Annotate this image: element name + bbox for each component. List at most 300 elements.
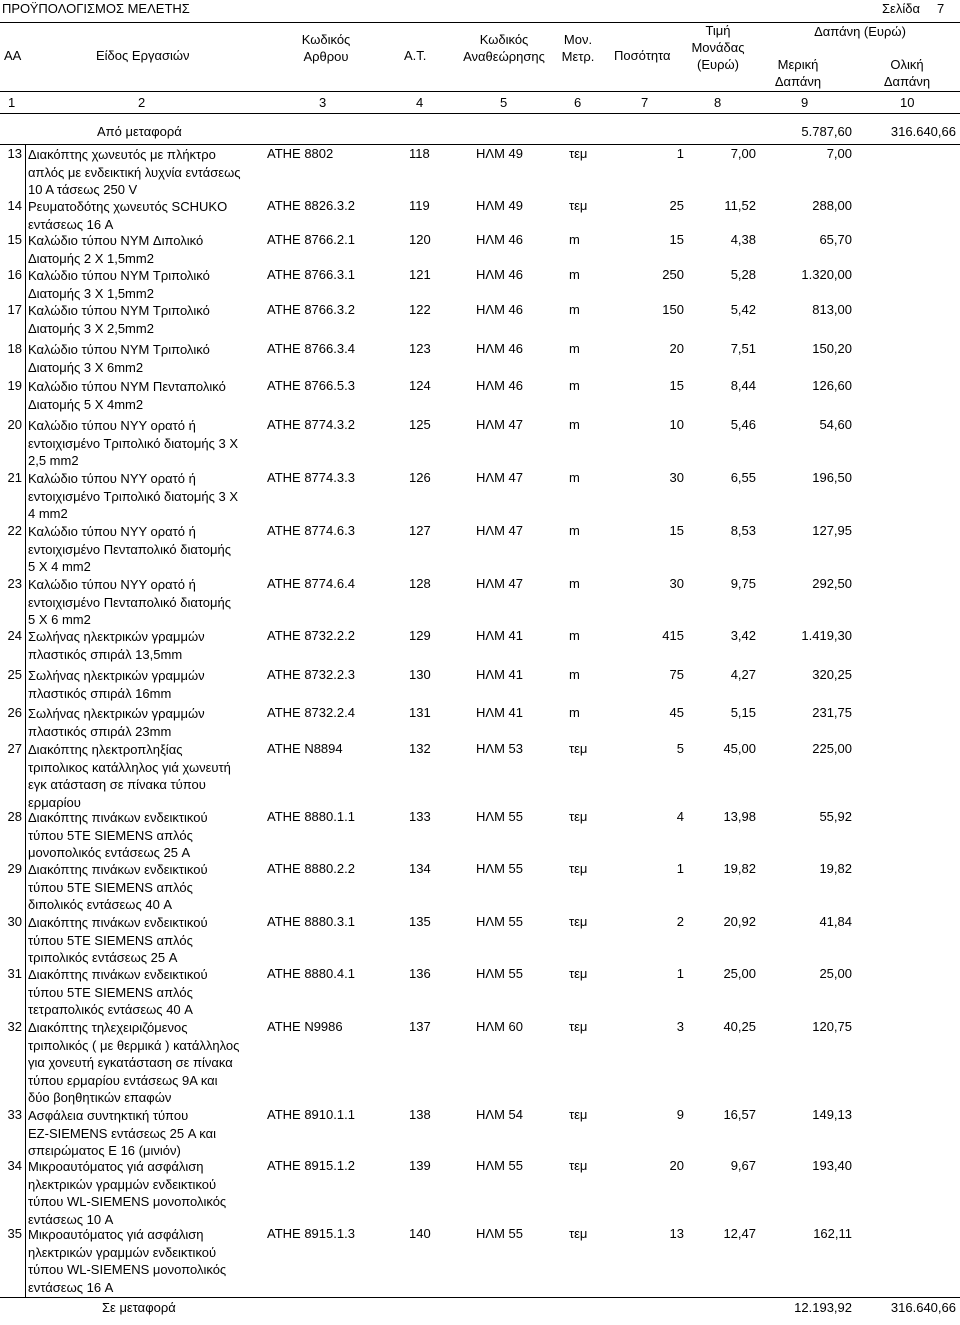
row-unit: m — [569, 341, 580, 356]
row-code: ΑΤΗΕ 8915.1.2 — [267, 1158, 355, 1173]
row-description-line: Καλώδιο τύπου NYM Τριπολικό — [28, 268, 210, 283]
row-partial-cost: 25,00 — [819, 966, 852, 981]
row-quantity: 30 — [669, 576, 684, 591]
row-code: ΑΤΗΕ Ν8894 — [267, 741, 343, 756]
row-partial-cost: 1.419,30 — [801, 628, 852, 643]
row-partial-cost: 150,20 — [812, 341, 852, 356]
row-aa: 31 — [7, 966, 22, 981]
row-description — [28, 146, 274, 199]
row-aa: 22 — [7, 523, 22, 538]
row-aa: 14 — [7, 198, 22, 213]
carry-in-meriki: 5.787,60 — [801, 124, 852, 139]
row-at: 123 — [409, 341, 431, 356]
row-description-line: τύπου 5TE SIEMENS απλός — [28, 827, 193, 843]
row-partial-cost: 292,50 — [812, 576, 852, 591]
row-description-line: πλαστικός σπιράλ 16mm — [28, 685, 172, 701]
row-revision-code: ΗΛΜ 49 — [476, 146, 523, 161]
row-at: 134 — [409, 861, 431, 876]
row-description — [28, 741, 274, 811]
row-description-line: Διατομής 3 Χ 6mm2 — [28, 359, 144, 375]
row-at: 135 — [409, 914, 431, 929]
row-aa: 24 — [7, 628, 22, 643]
row-unit: m — [569, 470, 580, 485]
row-code: ΑΤΗΕ 8774.3.2 — [267, 417, 355, 432]
col-header-meriki-line2: Δαπάνη — [774, 74, 822, 89]
row-quantity: 15 — [669, 523, 684, 538]
col-header-at: Α.Τ. — [404, 48, 427, 63]
col-header-mon-metr-line2: Μετρ. — [561, 49, 595, 64]
row-at: 124 — [409, 378, 431, 393]
col-header-timi — [680, 22, 756, 73]
row-description-line: Καλώδιο τύπου NYM Τριπολικό — [28, 342, 210, 357]
col-number-4: 4 — [416, 95, 424, 110]
row-unit: τεμ — [569, 1158, 588, 1173]
row-revision-code: ΗΛΜ 46 — [476, 341, 523, 356]
row-description-line: τριπολικός ( με θερμικά ) κατάλληλος — [28, 1037, 240, 1053]
row-unit: τεμ — [569, 198, 588, 213]
row-description-line: εντάσεως 16 A — [28, 216, 114, 232]
carry-in-rule — [0, 144, 960, 145]
row-at: 137 — [409, 1019, 431, 1034]
row-description-line: Καλώδιο τύπου NYM Διπολικό — [28, 233, 204, 248]
row-description-line: Διατομής 3 Χ 1,5mm2 — [28, 285, 154, 301]
row-unit-price: 5,46 — [730, 417, 756, 432]
col-number-10: 10 — [900, 95, 915, 110]
row-description-line: τύπου WL-SIEMENS μονοπολικός — [28, 1262, 227, 1277]
row-revision-code: ΗΛΜ 47 — [476, 417, 523, 432]
row-partial-cost: 149,13 — [812, 1107, 852, 1122]
row-aa: 26 — [7, 705, 22, 720]
col-number-3: 3 — [319, 95, 327, 110]
row-quantity: 4 — [676, 809, 684, 824]
row-partial-cost: 55,92 — [819, 809, 852, 824]
row-quantity: 1 — [676, 146, 684, 161]
row-at: 126 — [409, 470, 431, 485]
row-at: 140 — [409, 1226, 431, 1241]
row-code: ΑΤΗΕ Ν9986 — [267, 1019, 343, 1034]
row-description — [28, 198, 274, 233]
col-header-kodikos-arthrou-line2: Αρθρου — [303, 49, 349, 64]
row-revision-code: ΗΛΜ 47 — [476, 470, 523, 485]
col-number-6: 6 — [574, 95, 582, 110]
row-revision-code: ΗΛΜ 54 — [476, 1107, 523, 1122]
row-quantity: 15 — [669, 378, 684, 393]
row-aa: 23 — [7, 576, 22, 591]
row-description-line: τύπου 5TE SIEMENS απλός — [28, 879, 193, 895]
row-aa: 18 — [7, 341, 22, 356]
row-unit-price: 19,82 — [723, 861, 756, 876]
row-quantity: 75 — [669, 667, 684, 682]
row-description-line: Καλώδιο τύπου NYY ορατό ή — [28, 418, 196, 433]
row-description — [28, 302, 274, 337]
row-partial-cost: 162,11 — [813, 1226, 852, 1241]
row-description — [28, 267, 274, 302]
carry-in-label: Από μεταφορά — [97, 124, 182, 139]
col-header-timi-line1: Τιμή — [705, 23, 731, 38]
row-unit-price: 7,51 — [730, 341, 756, 356]
row-aa: 25 — [7, 667, 22, 682]
row-revision-code: ΗΛΜ 46 — [476, 302, 523, 317]
row-revision-code: ΗΛΜ 55 — [476, 1158, 523, 1173]
row-revision-code: ΗΛΜ 46 — [476, 267, 523, 282]
row-revision-code: ΗΛΜ 55 — [476, 966, 523, 981]
row-aa: 34 — [7, 1158, 22, 1173]
row-revision-code: ΗΛΜ 47 — [476, 576, 523, 591]
col-header-kodikos-anatheorisis-line2: Αναθεώρησης — [463, 49, 545, 64]
row-aa: 15 — [7, 232, 22, 247]
col-header-oliki-line2: Δαπάνη — [883, 74, 931, 89]
row-description-line: τετραπολικός εντάσεως 40 A — [28, 1002, 193, 1017]
row-description — [28, 914, 274, 967]
row-description-line: διπολικός εντάσεως 40 A — [28, 897, 173, 912]
row-description — [28, 523, 274, 576]
row-code: ΑΤΗΕ 8915.1.3 — [267, 1226, 355, 1241]
row-description-line: Μικροαυτόματος γιά ασφάλιση — [28, 1159, 204, 1174]
row-unit-price: 4,38 — [730, 232, 756, 247]
row-quantity: 20 — [669, 341, 684, 356]
col-header-eidos: Είδος Εργασιών — [96, 48, 190, 63]
row-description-line: τύπου ερμαρίου εντάσεως 9A και — [28, 1072, 218, 1088]
page-label: Σελίδα — [882, 1, 920, 16]
row-description-line: Μικροαυτόματος γιά ασφάλιση — [28, 1227, 204, 1242]
row-description-line: ηλεκτρικών γραμμών ενδεικτικού — [28, 1244, 217, 1260]
row-partial-cost: 126,60 — [812, 378, 852, 393]
row-aa: 32 — [7, 1019, 22, 1034]
row-aa: 17 — [7, 302, 22, 317]
row-unit: m — [569, 628, 580, 643]
row-unit-price: 9,75 — [730, 576, 756, 591]
row-description-line: εγκ ατάσταση σε πίνακα τύπου — [28, 777, 206, 792]
row-description-line: Διατομής 5 Χ 4mm2 — [28, 396, 144, 412]
row-unit-price: 8,53 — [730, 523, 756, 538]
row-description — [28, 1107, 274, 1160]
row-at: 138 — [409, 1107, 431, 1122]
col-header-mon-metr-line1: Μον. — [563, 32, 593, 47]
row-description-line: 5 Χ 6 mm2 — [28, 612, 91, 627]
row-description — [28, 378, 274, 413]
row-description — [28, 809, 274, 862]
row-at: 118 — [409, 146, 430, 161]
row-quantity: 15 — [669, 232, 684, 247]
row-description-line: τύπου 5TE SIEMENS απλός — [28, 932, 193, 948]
row-aa: 33 — [7, 1107, 22, 1122]
row-unit: τεμ — [569, 914, 588, 929]
row-partial-cost: 196,50 — [812, 470, 852, 485]
row-quantity: 20 — [669, 1158, 684, 1173]
row-unit: m — [569, 523, 580, 538]
col-header-oliki — [874, 56, 940, 90]
row-aa: 29 — [7, 861, 22, 876]
row-quantity: 250 — [662, 267, 684, 282]
row-partial-cost: 320,25 — [812, 667, 852, 682]
row-quantity: 150 — [662, 302, 684, 317]
row-aa: 19 — [7, 378, 22, 393]
row-description-line: 10 A τάσεως 250 V — [28, 182, 138, 197]
row-unit-price: 40,25 — [723, 1019, 756, 1034]
col-number-7: 7 — [641, 95, 649, 110]
row-description-line: μονοπολικός εντάσεως 25 A — [28, 845, 191, 860]
row-partial-cost: 193,40 — [812, 1158, 852, 1173]
row-unit: τεμ — [569, 1019, 588, 1034]
row-at: 136 — [409, 966, 431, 981]
col-header-kodikos-anatheorisis — [456, 31, 552, 65]
row-aa: 13 — [7, 146, 22, 161]
row-unit: τεμ — [569, 1226, 588, 1241]
row-description-line: ηλεκτρικών γραμμών ενδεικτικού — [28, 1176, 217, 1192]
row-code: ΑΤΗΕ 8880.1.1 — [267, 809, 355, 824]
row-revision-code: ΗΛΜ 41 — [476, 667, 523, 682]
row-unit-price: 7,00 — [730, 146, 756, 161]
row-aa: 16 — [7, 267, 22, 282]
col-number-2: 2 — [138, 95, 146, 110]
row-quantity: 13 — [669, 1226, 684, 1241]
row-partial-cost: 813,00 — [812, 302, 852, 317]
row-unit-price: 12,47 — [723, 1226, 756, 1241]
row-quantity: 9 — [676, 1107, 684, 1122]
row-partial-cost: 54,60 — [819, 417, 852, 432]
row-unit: m — [569, 232, 580, 247]
row-revision-code: ΗΛΜ 55 — [476, 861, 523, 876]
row-revision-code: ΗΛΜ 41 — [476, 628, 523, 643]
row-unit: τεμ — [569, 741, 588, 756]
row-description — [28, 667, 274, 702]
row-partial-cost: 225,00 — [812, 741, 852, 756]
carry-out-rule — [0, 1297, 960, 1298]
row-partial-cost: 65,70 — [819, 232, 852, 247]
col-header-meriki-line1: Μερική — [777, 57, 819, 72]
page-title: ΠΡΟΫΠΟΛΟΓΙΣΜΟΣ ΜΕΛΕΤΗΣ — [2, 1, 190, 16]
row-description-line: εντάσεως 10 A — [28, 1211, 114, 1227]
row-aa: 28 — [7, 809, 22, 824]
row-at: 120 — [409, 232, 431, 247]
col-header-timi-line3: (Ευρώ) — [697, 57, 739, 72]
row-description — [28, 628, 274, 663]
row-quantity: 45 — [669, 705, 684, 720]
row-partial-cost: 1.320,00 — [801, 267, 852, 282]
row-code: ΑΤΗΕ 8880.3.1 — [267, 914, 355, 929]
row-aa: 27 — [7, 741, 22, 756]
row-unit: m — [569, 667, 580, 682]
row-quantity: 3 — [676, 1019, 684, 1034]
row-description — [28, 470, 274, 523]
row-description-line: 2,5 mm2 — [28, 453, 79, 468]
row-revision-code: ΗΛΜ 55 — [476, 914, 523, 929]
row-at: 131 — [409, 705, 431, 720]
row-unit-price: 25,00 — [723, 966, 756, 981]
row-unit-price: 6,55 — [730, 470, 756, 485]
row-revision-code: ΗΛΜ 55 — [476, 1226, 523, 1241]
row-at: 132 — [409, 741, 431, 756]
row-at: 125 — [409, 417, 431, 432]
row-code: ΑΤΗΕ 8766.5.3 — [267, 378, 355, 393]
col-header-dapani-group: Δαπάνη (Ευρώ) — [814, 24, 906, 39]
row-partial-cost: 120,75 — [812, 1019, 852, 1034]
row-code: ΑΤΗΕ 8766.3.2 — [267, 302, 355, 317]
col-header-mon-metr — [556, 31, 600, 65]
row-unit-price: 5,42 — [730, 302, 756, 317]
row-description-line: Σωλήνας ηλεκτρικών γραμμών — [28, 668, 205, 683]
row-at: 121 — [409, 267, 431, 282]
row-quantity: 1 — [676, 966, 684, 981]
row-description-line: τριπολικος κατάλληλος γιά χωνευτή — [28, 759, 231, 775]
row-aa: 35 — [7, 1226, 22, 1241]
row-description-line: 4 mm2 — [28, 506, 68, 521]
row-code: ΑΤΗΕ 8732.2.4 — [267, 705, 355, 720]
row-partial-cost: 41,84 — [819, 914, 852, 929]
row-quantity: 10 — [669, 417, 684, 432]
col-header-posotita: Ποσότητα — [614, 48, 671, 63]
row-revision-code: ΗΛΜ 49 — [476, 198, 523, 213]
row-description-line: Καλώδιο τύπου NYM Πενταπολικό — [28, 379, 226, 394]
row-unit: m — [569, 417, 580, 432]
row-description — [28, 966, 274, 1019]
row-unit: m — [569, 576, 580, 591]
row-description-line: πλαστικός σπιράλ 23mm — [28, 723, 172, 739]
row-at: 128 — [409, 576, 431, 591]
row-description-line: Διακόπτης τηλεχειριζόμενος — [28, 1020, 188, 1035]
row-description — [28, 232, 274, 267]
row-description-line: εντάσεως 16 A — [28, 1279, 114, 1295]
row-unit-price: 5,28 — [730, 267, 756, 282]
row-partial-cost: 231,75 — [812, 705, 852, 720]
row-unit-price: 16,57 — [723, 1107, 756, 1122]
row-code: ΑΤΗΕ 8910.1.1 — [267, 1107, 355, 1122]
row-unit-price: 9,67 — [730, 1158, 756, 1173]
row-at: 133 — [409, 809, 431, 824]
col-header-oliki-line1: Ολική — [890, 57, 924, 72]
row-description — [28, 861, 274, 914]
row-at: 127 — [409, 523, 431, 538]
row-quantity: 30 — [669, 470, 684, 485]
row-description-line: Καλώδιο τύπου NYY ορατό ή — [28, 524, 196, 539]
row-description-line: Διακόπτης ηλεκτροπληξίας — [28, 742, 183, 757]
col-header-kodikos-arthrou-line1: Κωδικός — [301, 32, 351, 47]
row-revision-code: ΗΛΜ 41 — [476, 705, 523, 720]
row-code: ΑΤΗΕ 8880.2.2 — [267, 861, 355, 876]
row-revision-code: ΗΛΜ 46 — [476, 232, 523, 247]
col-header-kodikos-anatheorisis-line1: Κωδικός — [479, 32, 529, 47]
row-unit: τεμ — [569, 146, 588, 161]
row-unit: m — [569, 302, 580, 317]
row-description-line: εντοιχισμένο Τριπολικό διατομής 3 Χ — [28, 435, 238, 451]
row-description-line: Καλώδιο τύπου NYY ορατό ή — [28, 471, 196, 486]
row-at: 129 — [409, 628, 431, 643]
row-description — [28, 576, 274, 629]
row-description-line: Διατομής 2 Χ 1,5mm2 — [28, 250, 154, 266]
row-description-line: πλαστικός σπιράλ 13,5mm — [28, 646, 183, 662]
row-description-line: για χονευτή εγκατάσταση σε πίνακα — [28, 1055, 233, 1070]
row-revision-code: ΗΛΜ 60 — [476, 1019, 523, 1034]
row-quantity: 415 — [662, 628, 684, 643]
row-description-line: Ασφάλεια συντηκτική τύπου — [28, 1108, 189, 1123]
row-description-line: Διακόπτης πινάκων ενδεικτικού — [28, 810, 208, 825]
row-aa: 30 — [7, 914, 22, 929]
row-code: ΑΤΗΕ 8880.4.1 — [267, 966, 355, 981]
row-description-line: δύο βοηθητικών επαφών — [28, 1090, 172, 1105]
row-code: ΑΤΗΕ 8774.6.4 — [267, 576, 355, 591]
row-unit-price: 11,52 — [724, 198, 756, 213]
row-code: ΑΤΗΕ 8774.3.3 — [267, 470, 355, 485]
row-description-line: Διακόπτης πινάκων ενδεικτικού — [28, 967, 208, 982]
col-header-timi-line2: Μονάδας — [691, 40, 745, 55]
row-unit: τεμ — [569, 861, 588, 876]
row-description-line: Διακόπτης πινάκων ενδεικτικού — [28, 862, 208, 877]
row-unit: m — [569, 705, 580, 720]
row-description — [28, 1226, 274, 1296]
row-unit: τεμ — [569, 1107, 588, 1122]
row-aa: 21 — [7, 470, 22, 485]
row-at: 139 — [409, 1158, 431, 1173]
row-partial-cost: 127,95 — [812, 523, 852, 538]
row-unit-price: 4,27 — [730, 667, 756, 682]
row-description-line: Ρευματοδότης χωνευτός SCHUKO — [28, 199, 228, 214]
row-code: ΑΤΗΕ 8774.6.3 — [267, 523, 355, 538]
row-description-line: τύπου WL-SIEMENS μονοπολικός — [28, 1194, 227, 1209]
row-description-line: Διακόπτης πινάκων ενδεικτικού — [28, 915, 208, 930]
page-number: 7 — [937, 1, 945, 16]
row-quantity: 25 — [669, 198, 684, 213]
row-description-line: εντοιχισμένο Πενταπολικό διατομής — [28, 594, 232, 610]
row-unit: τεμ — [569, 966, 588, 981]
row-quantity: 5 — [676, 741, 684, 756]
col-number-9: 9 — [801, 95, 809, 110]
carry-out-oliki: 316.640,66 — [890, 1300, 956, 1315]
row-description-line: τύπου 5TE SIEMENS απλός — [28, 984, 193, 1000]
col-number-1: 1 — [8, 95, 16, 110]
row-description — [28, 1019, 274, 1107]
aa-column-rule — [25, 144, 26, 1297]
row-aa: 20 — [7, 417, 22, 432]
row-description — [28, 705, 274, 740]
row-description-line: εντοιχισμένο Τριπολικό διατομής 3 Χ — [28, 488, 238, 504]
row-description-line: σπειρώματος E 16 (μινιόν) — [28, 1143, 181, 1158]
col-header-meriki — [768, 56, 828, 90]
header-rule-bottom — [0, 113, 960, 114]
row-description-line: εντοιχισμένο Πενταπολικό διατομής — [28, 541, 232, 557]
row-description-line: Σωλήνας ηλεκτρικών γραμμών — [28, 629, 205, 644]
row-revision-code: ΗΛΜ 55 — [476, 809, 523, 824]
row-description-line: Καλώδιο τύπου NYM Τριπολικό — [28, 303, 210, 318]
row-at: 130 — [409, 667, 431, 682]
header-rule-middle — [0, 91, 960, 92]
row-partial-cost: 7,00 — [826, 146, 852, 161]
row-description-line: ερμαρίου — [28, 794, 81, 810]
row-description — [28, 341, 274, 376]
row-description-line: Διακόπτης χωνευτός με πλήκτρο — [28, 147, 216, 162]
col-number-8: 8 — [714, 95, 722, 110]
row-code: ΑΤΗΕ 8766.2.1 — [267, 232, 355, 247]
row-description — [28, 417, 274, 470]
carry-out-label: Σε μεταφορά — [102, 1300, 176, 1315]
row-quantity: 1 — [676, 861, 684, 876]
row-unit-price: 20,92 — [723, 914, 756, 929]
col-header-kodikos-arthrou — [296, 31, 356, 65]
row-unit-price: 3,42 — [730, 628, 756, 643]
row-at: 119 — [409, 198, 430, 213]
row-unit-price: 5,15 — [730, 705, 756, 720]
row-quantity: 2 — [676, 914, 684, 929]
row-description-line: απλός με ενδεικτική λυχνία εντάσεως — [28, 164, 241, 180]
row-unit-price: 45,00 — [723, 741, 756, 756]
row-code: ΑΤΗΕ 8732.2.2 — [267, 628, 355, 643]
carry-in-oliki: 316.640,66 — [890, 124, 956, 139]
row-description-line: Καλώδιο τύπου NYY ορατό ή — [28, 577, 196, 592]
carry-out-meriki: 12.193,92 — [794, 1300, 852, 1315]
row-code: ΑΤΗΕ 8826.3.2 — [267, 198, 355, 213]
row-at: 122 — [409, 302, 431, 317]
col-number-5: 5 — [500, 95, 508, 110]
row-description-line: τριπολικός εντάσεως 25 A — [28, 950, 178, 965]
